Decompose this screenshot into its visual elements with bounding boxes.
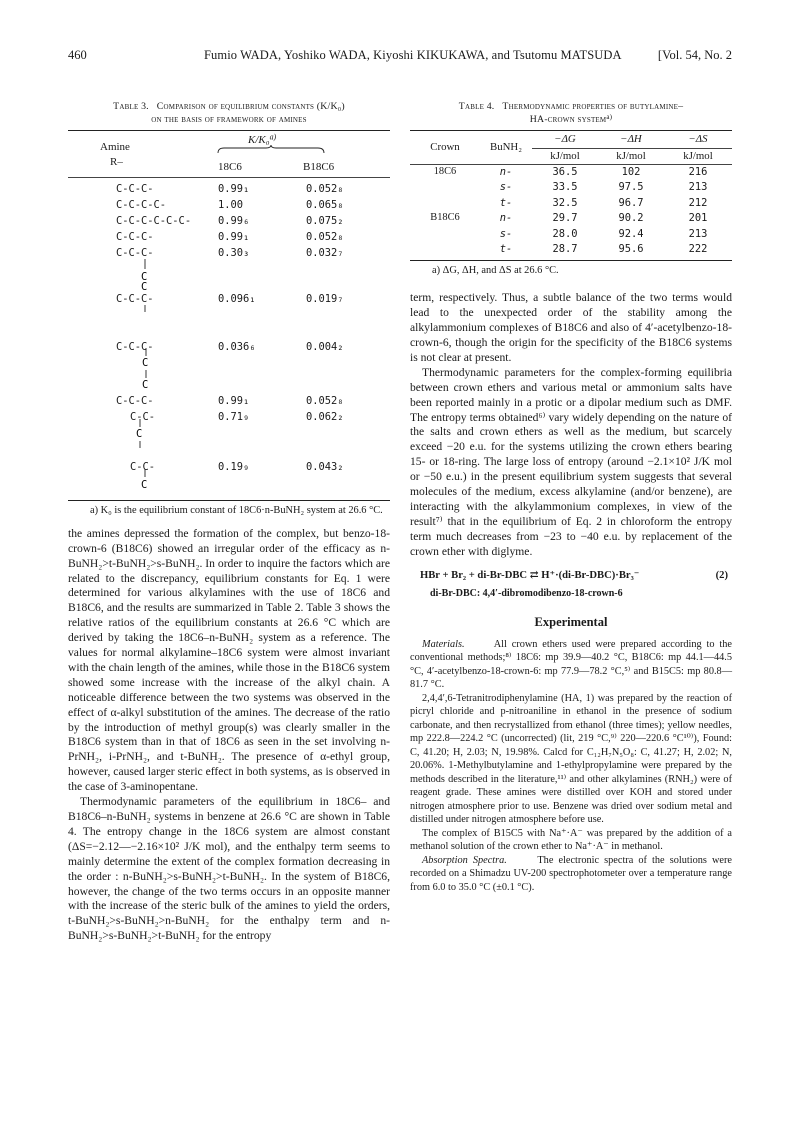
paragraph: The electronic spectra of the solutions were recorded on a Shimadzu UV-200 spectrophotometer over a temperature range from 6.0 to 35.0 °C (±0.1 °C). xyxy=(410,854,732,893)
ds-cell: 201 xyxy=(688,212,708,225)
ds-cell: 222 xyxy=(688,243,708,256)
table-3-footnote: a) K₀ is the equilibrium constant of 18C6·n-BuNH₂ system at 26.6 °C. xyxy=(90,505,383,516)
table-3-caption: Table 3. Comparison of equilibrium constants (K/K₀) on the basis of framework of amines xyxy=(113,101,345,125)
right-body-text xyxy=(410,291,732,559)
carbon-atom: C xyxy=(142,379,149,391)
amine-structure: C-C-C-C- xyxy=(116,199,167,211)
carbon-atom: C xyxy=(141,281,148,293)
amine-cell: s- xyxy=(499,181,513,194)
equation-text: HBr + Br₂ + di-Br-DBC ⇄ H⁺·(di-Br-DBC)·Br₃⁻ xyxy=(420,569,640,581)
ratio-b18c6: 0.075₂ xyxy=(306,215,344,227)
paragraph: All crown ethers used were prepared according to the conventional methods;⁸⁾ 18C6: mp 39.9—40.2 °C, B18C6: mp 44.1—44.5 °C, 4′-acetylbenzo-18-crown-6: mp 77.9—78.2 °C,⁵⁾ and B15C5: mp 80.8—81.7 °C. xyxy=(410,638,732,691)
ds-cell: 212 xyxy=(688,196,708,209)
amine-cell: t- xyxy=(499,196,513,209)
dh-cell: 92.4 xyxy=(618,227,644,240)
table-4-caption: Table 4. Thermodynamic properties of butylamine– HA-crown system$^{a)}$ xyxy=(458,101,684,125)
table-3 xyxy=(68,100,390,518)
ds-cell: 216 xyxy=(688,165,708,178)
dh-cell: 90.2 xyxy=(618,212,644,225)
amine-structure: C-C- xyxy=(130,411,156,423)
paragraph: the amines depressed the formation of the complex, but benzo-18-crown-6 (B18C6) showed an irregular order of the efficacy as n-BuNH₂>t-BuNH₂>s-BuNH₂. In order to inquire the factors which are related to the discrepancy, equilibrium constants for Eq. 1 were determined for various alkylamines with the use of 18C6 and B18C6, and the results are summarized in Table 2. Table 3 shows the relative ratios of the equilibrium constants at 26.6 °C which are derived by taking the 18C6–n-BuNH₂ system as a reference. The values for normal alkylamine–18C6 system were almost invariant with the chain length of the amines, while those in the B18C6 system showed some increase with the increase of the alkyl chain. A noticeable difference between the two systems was observed in the effect of α-alkyl substitution of the amines. The decrease of the ratio by the introduction of methyl group(s) was clearly smaller in the B18C6 system than in that of 18C6 as seen in the set involving n-PrNH₂, i-PrNH₂, and t-BuNH₂. The presence of α-ethyl group, however, caused larger steric effect in both systems, as is observed in the case of 3-aminopentane. xyxy=(68,526,390,794)
ratio-b18c6: 0.032₇ xyxy=(306,247,344,259)
ratio-b18c6: 0.019₇ xyxy=(306,293,344,305)
dh-cell: 96.7 xyxy=(618,196,644,209)
ratio-18c6: 0.19₉ xyxy=(218,461,250,473)
table-row xyxy=(410,242,732,258)
table-4-footnote: a) ΔG, ΔH, and ΔS at 26.6 °C. xyxy=(432,264,559,276)
crown-cell xyxy=(410,242,480,258)
table-4-grid: Crown BuNH₂ −ΔG −ΔH −ΔS kJ/mol kJ/mol kJ/mol 18C6 n- 36.5 102 216 s- 33.5 97.5 213 t- 32.5 96.7 212 B18C6 n- 29.7 90.2 201 s- 28.0 92.4 213 t- 28.7 95.6 222 xyxy=(410,132,732,258)
subheading-materials: Materials. xyxy=(422,638,465,650)
ds-cell: 213 xyxy=(688,227,708,240)
dg-cell: 33.5 xyxy=(552,181,578,194)
ratio-18c6: 0.096₁ xyxy=(218,293,256,305)
table-4 xyxy=(410,100,732,277)
crown-cell: 18C6 xyxy=(433,165,457,177)
equation-definition: di-Br-DBC: 4,4′-dibromodibenzo-18-crown-6 xyxy=(430,587,623,599)
crown-cell: B18C6 xyxy=(430,212,460,224)
paragraph: 2,4,4′,6-Tetranitrodiphenylamine (HA, 1) was prepared by the reaction of picryl chloride and p-nitroaniline in ethanol in the presence of sodium carbonate, and then recrystallized from ethanol (three times); yellow needles, mp 222.8—224.2 °C (uncorrected) (lit, 219 °C,⁹⁾ 220—220.6 °C¹⁰⁾), Found: C, 41.20; H, 2.03; N, 19.98%. Calcd for C₁₂H₇N₅O₈: C, 41.27; H, 2.02; N, 20.06%. 1-Methylbutylamine and 1-ethylpropylamine were prepared by the methods described in the literature,¹¹⁾ and other alkylamines (RNH₂) were of reagent grade. These amines were distilled over KOH and stored under nitrogen atmosphere prior to use. Benzene was dried over sodium metal and distilled under nitrogen atmosphere before use. xyxy=(410,692,732,826)
carbon-atom: C xyxy=(142,357,149,369)
author-line: Fumio WADA, Yoshiko WADA, Kiyoshi KIKUKAWA, and Tsutomu MATSUDA xyxy=(204,48,622,62)
table-row xyxy=(410,180,732,196)
right-column xyxy=(410,100,732,894)
table-row xyxy=(410,196,732,212)
equation-2 xyxy=(410,569,732,603)
ratio-b18c6: 0.065₈ xyxy=(306,199,344,211)
ratio-b18c6: 0.004₂ xyxy=(306,341,344,353)
ratio-b18c6: 0.052₈ xyxy=(306,395,344,407)
carbon-atom: C xyxy=(141,479,148,491)
amine-structure: C-C-C- xyxy=(116,183,154,195)
running-header xyxy=(68,48,732,68)
amine-cell: s- xyxy=(499,227,513,240)
ratio-18c6: 0.99₆ xyxy=(218,215,250,227)
ratio-18c6: 0.30₃ xyxy=(218,247,250,259)
dg-cell: 28.7 xyxy=(552,243,578,256)
amine-structure: C-C-C- xyxy=(116,231,154,243)
ds-cell: 213 xyxy=(688,181,708,194)
ratio-b18c6: 0.043₂ xyxy=(306,461,344,473)
table-row xyxy=(410,211,732,227)
subheading-spectra: Absorption Spectra. xyxy=(422,854,507,866)
ratio-b18c6: 0.052₈ xyxy=(306,231,344,243)
ratio-18c6: 0.99₁ xyxy=(218,231,250,243)
amine-structure: C-C-C- xyxy=(116,395,154,407)
ratio-b18c6: 0.052₈ xyxy=(306,183,344,195)
ratio-b18c6: 0.062₂ xyxy=(306,411,344,423)
amine-cell: n- xyxy=(499,212,513,225)
dh-cell: 102 xyxy=(621,165,641,178)
dg-cell: 28.0 xyxy=(552,227,578,240)
page-number: 460 xyxy=(68,48,87,62)
structure-branches xyxy=(68,178,208,500)
ratio-18c6: 1.00 xyxy=(218,199,244,211)
ratio-18c6: 0.99₁ xyxy=(218,183,250,195)
ratio-18c6: 0.71₉ xyxy=(218,411,250,423)
paragraph: term, respectively. Thus, a subtle balance of the two terms would lead to the unexpected order of the stability among the alkylammonium complexes of B18C6 and also of 4′-acetylbenzo-18-crown-6, though the origin for the specificity of the B18C6 systems is not clear at present. xyxy=(410,291,732,364)
crown-cell xyxy=(410,180,480,196)
dh-cell: 97.5 xyxy=(618,181,644,194)
experimental-text xyxy=(410,638,732,895)
ratio-18c6: 0.99₁ xyxy=(218,395,250,407)
dg-cell: 29.7 xyxy=(552,212,578,225)
left-column xyxy=(68,100,390,944)
carbon-atom: C xyxy=(141,271,148,283)
amine-cell: t- xyxy=(499,243,513,256)
paragraph: Thermodynamic parameters of the equilibrium in 18C6– and B18C6–n-BuNH₂ systems in benzene at 26.6 °C are shown in Table 4. The entropy change in the 18C6 system are almost constant (ΔS=−2.12—−2.16×10² J/K mol), and the enthalpy term seems to mainly determine the extent of the complex formation decreasing in the order : n-BuNH₂>s-BuNH₂>t-BuNH₂. In the system of B18C6, however, the change of the two terms occurs in an opposite manner with the increase of the steric bulk of the amines to yield the orders, t-BuNH₂>s-BuNH₂>n-BuNH₂ for the enthalpy term and n-BuNH₂>s-BuNH₂>t-BuNH₂ for the entropy xyxy=(68,795,390,943)
equation-number: (2) xyxy=(715,569,728,581)
carbon-atom: C xyxy=(136,428,143,440)
volume-info: [Vol. 54, No. 2 xyxy=(657,48,732,62)
paragraph: The complex of B15C5 with Na⁺·A⁻ was prepared by the addition of a methanol solution of the crown ether to Na⁺·A⁻ in methanol. xyxy=(410,827,732,853)
section-heading: Experimental xyxy=(534,614,608,629)
table-row xyxy=(410,227,732,243)
paragraph: Thermodynamic parameters for the complex-forming equilibria between crown ethers and various metal or ammonium salts have been reported mainly in a protic or a dipolar medium such as DMF. The entropy terms obtained⁶⁾ vary widely depending on the nature of the salts and crown ethers as well as the medium, but scarcely exceed −20 e.u. for the systems utilizing the crown ethers bearing 15- or 18-ring. The large loss of entropy (around −2.1×10² J/K mol or −50 e.u.) in the present equilibrium system suggests that several molecules of the medium, excess alkylamine (and/or benzene), are interacting with the alkylammonium complexes, in view of the result⁷⁾ that in the equilibrium of Eq. 2 in chloroform the entropy term much decreases from −23 to −40 e.u. by replacement of the crown ether with diglyme. xyxy=(410,365,732,558)
amine-cell: n- xyxy=(499,165,513,178)
amine-structure: C-C-C- xyxy=(116,293,154,305)
crown-cell xyxy=(410,227,480,243)
amine-structure: C-C-C- xyxy=(116,247,154,259)
left-body-text xyxy=(68,527,390,944)
table-3-body xyxy=(68,178,390,500)
dg-cell: 36.5 xyxy=(552,165,578,178)
ratio-18c6: 0.036₆ xyxy=(218,341,256,353)
crown-cell xyxy=(410,196,480,212)
brace-icon xyxy=(216,145,326,155)
amine-structure: C-C-C- xyxy=(116,341,154,353)
amine-structure: C-C- xyxy=(130,461,156,473)
dh-cell: 95.6 xyxy=(618,243,644,256)
amine-structure: C-C-C-C-C-C- xyxy=(116,215,192,227)
table-3-header: Amine R– K/K₀$^{a)}$ 18C6 B18C6 xyxy=(100,132,335,173)
dg-cell: 32.5 xyxy=(552,196,578,209)
table-row xyxy=(410,164,732,180)
